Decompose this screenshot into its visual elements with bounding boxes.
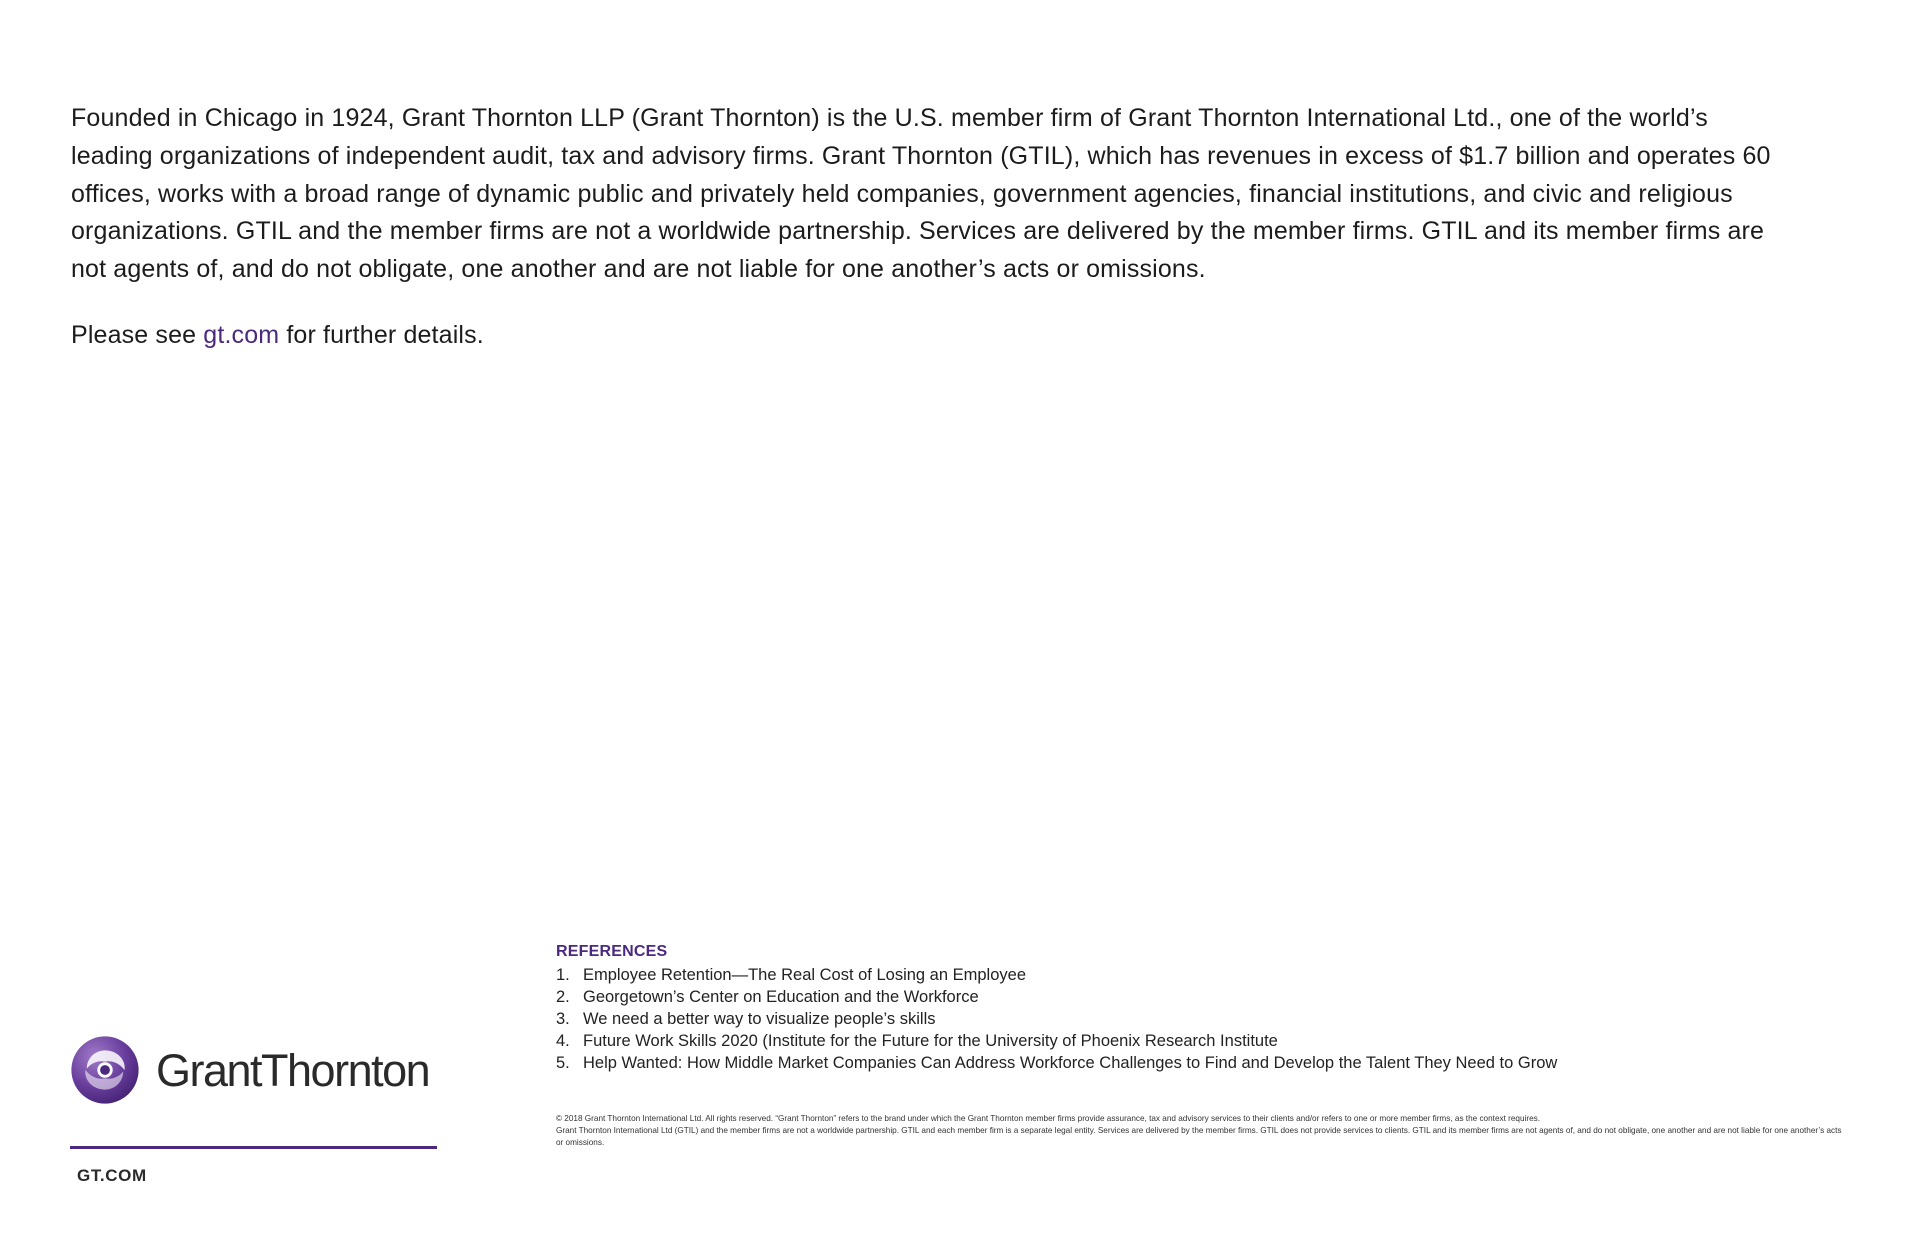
- see-suffix: for further details.: [279, 320, 484, 349]
- brand-divider: [70, 1146, 437, 1149]
- about-section: [71, 100, 1791, 355]
- reference-item: [556, 986, 1856, 1008]
- legal-line-copyright: © 2018 Grant Thornton International Ltd. All rights reserved. “Grant Thornton” refers to the brand under which the Grant Thornton member firms provide assurance, tax and advisory services to their clients and/or refers to one or more member firms, as the context requires.: [556, 1114, 1540, 1123]
- references-title: REFERENCES: [556, 943, 668, 960]
- grant-thornton-logo: [70, 1035, 429, 1105]
- reference-item: [556, 964, 1856, 986]
- legal-line-partnership: Grant Thornton International Ltd (GTIL) and the member firms are not a worldwide partnership. GTIL and each member firm is a separate legal entity. Services are delivered by the member firms. GTIL does not provide services to clients. GTIL and its member firms are not agents of, and do not obligate, one another and are not liable for one another’s acts or omissions.: [556, 1126, 1842, 1148]
- reference-number: 1.: [556, 966, 570, 984]
- grant-thornton-logo-icon: [70, 1035, 140, 1105]
- reference-number: 2.: [556, 988, 570, 1006]
- website-link[interactable]: GT.COM: [77, 1166, 147, 1185]
- reference-number: 4.: [556, 1032, 570, 1050]
- legal-disclaimer: [556, 1113, 1846, 1150]
- brand-name: GrantThornton: [156, 1044, 430, 1096]
- reference-text: Help Wanted: How Middle Market Companies Can Address Workforce Challenges to Find and Develop the Talent They Need to Grow: [583, 1054, 1558, 1072]
- reference-number: 5.: [556, 1054, 570, 1072]
- further-details: [71, 317, 1791, 355]
- reference-item: [556, 1030, 1856, 1052]
- references-section: [556, 941, 1856, 1074]
- reference-item: [556, 1052, 1856, 1074]
- reference-item: [556, 1008, 1856, 1030]
- reference-number: 3.: [556, 1010, 570, 1028]
- about-paragraph: Founded in Chicago in 1924, Grant Thornton LLP (Grant Thornton) is the U.S. member firm of Grant Thornton International Ltd., one of the world’s leading organizations of independent audit, tax and advisory firms. Grant Thornton (GTIL), which has revenues in excess of $1.7 billion and operates 60 offices, works with a broad range of dynamic public and privately held companies, government agencies, financial institutions, and civic and religious organizations. GTIL and the member firms are not a worldwide partnership. Services are delivered by the member firms. GTIL and its member firms are not agents of, and do not obligate, one another and are not liable for one another’s acts or omissions.: [71, 104, 1771, 284]
- reference-text: Employee Retention—The Real Cost of Losing an Employee: [583, 966, 1026, 984]
- references-list: [556, 964, 1856, 1074]
- reference-text: Georgetown’s Center on Education and the Workforce: [583, 988, 979, 1006]
- see-prefix: Please see: [71, 320, 204, 349]
- reference-text: Future Work Skills 2020 (Institute for the Future for the University of Phoenix Research Institute: [583, 1032, 1278, 1050]
- reference-text: We need a better way to visualize people’s skills: [583, 1010, 936, 1028]
- gt-com-link[interactable]: gt.com: [203, 320, 280, 349]
